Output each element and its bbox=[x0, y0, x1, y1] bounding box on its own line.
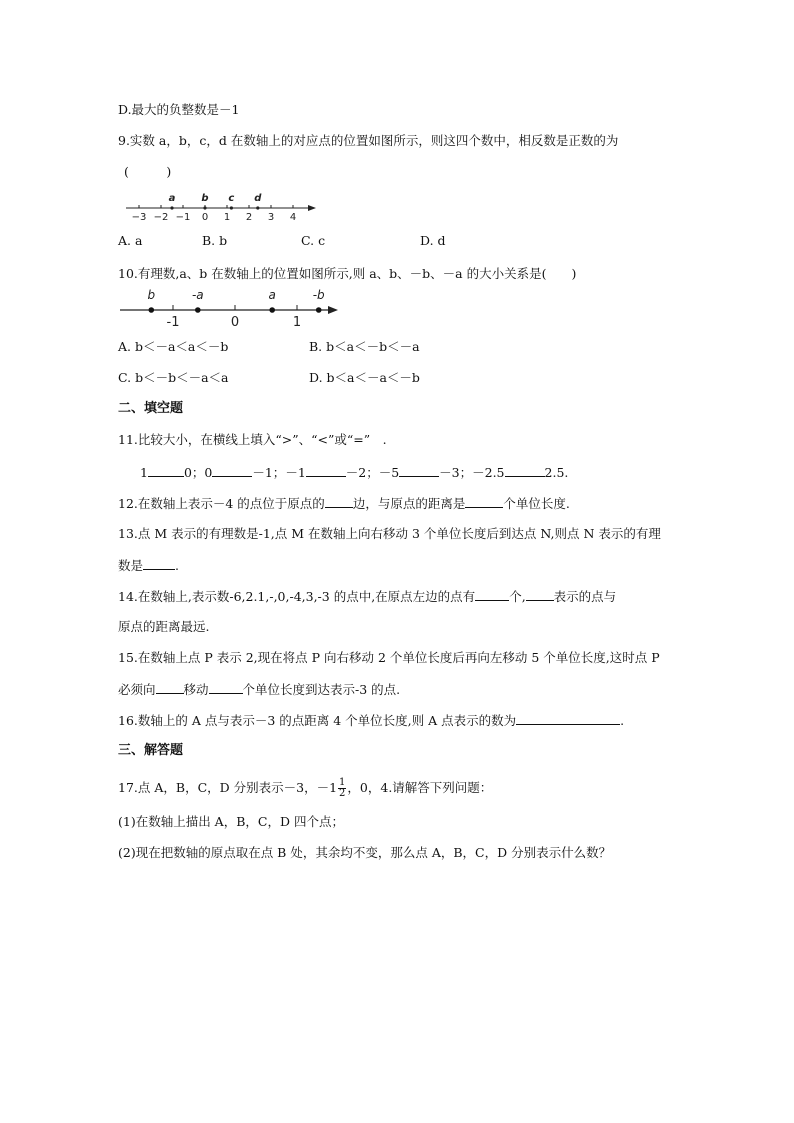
q12-text-3: 个单位长度. bbox=[503, 496, 570, 511]
q15-stem: 15.在数轴上点 P 表示 2,现在将点 P 向右移动 2 个单位长度后再向左移动 5 个单位长度,这时点 P bbox=[118, 650, 660, 665]
q9-point-a bbox=[170, 206, 173, 209]
q9-point-label-a: a bbox=[168, 193, 176, 204]
q9-number-line bbox=[118, 186, 328, 226]
q17-fraction bbox=[338, 778, 346, 799]
q9-stem: 9.实数 a，b，c，d 在数轴上的对应点的位置如图所示，则这四个数中，相反数是正数的为 bbox=[118, 133, 619, 148]
q10-option-d[interactable]: D. b＜a＜－a＜－b bbox=[309, 370, 420, 385]
q17-text-2: ，0，4.请解答下列问题： bbox=[347, 780, 493, 795]
q14-stem-cont: 原点的距离最远. bbox=[118, 619, 210, 634]
q17-part-1: (1)在数轴上描出 A，B，C，D 四个点； bbox=[118, 814, 344, 829]
q13-text-1: 数是 bbox=[118, 558, 144, 573]
q11-stem: 11.比较大小，在横线上填入“>”、“<”或“=” . bbox=[118, 432, 387, 447]
q13-stem: 13.点 M 表示的有理数是-1,点 M 在数轴上向右移动 3 个单位长度后到达点 N,则点 N 表示的有理 bbox=[118, 526, 661, 541]
q10-point-label-a: a bbox=[268, 288, 276, 302]
q14-stem bbox=[118, 588, 616, 605]
q9-tick-label: 2 bbox=[245, 212, 253, 223]
q14-text-2: 个, bbox=[509, 589, 526, 604]
q10-point--a bbox=[195, 307, 201, 313]
q8-option-d: D.最大的负整数是－1 bbox=[118, 102, 240, 117]
q9-tick-label: −3 bbox=[131, 212, 147, 223]
q11-item-3-left: －1 bbox=[285, 465, 306, 480]
q9-point-b bbox=[203, 206, 206, 209]
q10-point-a bbox=[269, 307, 275, 313]
q17-stem bbox=[118, 778, 492, 799]
section-fill-in-heading: 二、填空题 bbox=[118, 401, 184, 416]
q10-stem: 10.有理数,a、b 在数轴上的位置如图所示,则 a、b、－b、－a 的大小关系是( ) bbox=[118, 266, 577, 281]
q12-blank-1[interactable] bbox=[325, 495, 353, 508]
q10-point-label-b: b bbox=[147, 288, 156, 302]
q15-text-2: 移动 bbox=[183, 682, 209, 697]
q9-answer-paren: ( ) bbox=[124, 164, 172, 179]
q11-blank-4[interactable] bbox=[399, 464, 439, 477]
q13-stem-cont bbox=[118, 557, 179, 574]
q9-point-label-c: c bbox=[228, 193, 235, 204]
q9-tick-label: −1 bbox=[175, 212, 191, 223]
q13-text-2: . bbox=[175, 558, 179, 573]
q16-blank[interactable] bbox=[516, 712, 620, 725]
section-answer-heading: 三、解答题 bbox=[118, 743, 184, 758]
q17-part-2: (2)现在把数轴的原点取在点 B 处，其余均不变，那么点 A，B，C，D 分别表示什么数？ bbox=[118, 845, 612, 860]
q9-point-label-b: b bbox=[201, 193, 209, 204]
q17-text-1: 17.点 A，B，C，D 分别表示－3，－1 bbox=[118, 780, 338, 795]
q16-text-1: 16.数轴上的 A 点与表示－3 的点距离 4 个单位长度,则 A 点表示的数为 bbox=[118, 713, 517, 728]
q15-stem-cont bbox=[118, 681, 400, 698]
q10-tick-label: 1 bbox=[292, 315, 302, 330]
q16-stem bbox=[118, 712, 624, 729]
q9-option-c[interactable]: C. c bbox=[301, 233, 326, 248]
q9-tick-label: 4 bbox=[289, 212, 297, 223]
q9-tick-label: 1 bbox=[223, 212, 231, 223]
q12-text-2: 边，与原点的距离是 bbox=[352, 496, 466, 511]
q14-text-3: 表示的点与 bbox=[553, 589, 617, 604]
q10-tick-label: 0 bbox=[230, 315, 240, 330]
q17-fraction-numerator: 1 bbox=[339, 777, 346, 788]
q10-option-b[interactable]: B. b＜a＜－b＜－a bbox=[309, 339, 420, 354]
q10-point--b bbox=[316, 307, 322, 313]
q10-point-b bbox=[149, 307, 155, 313]
q11-blank-3[interactable] bbox=[306, 464, 346, 477]
q13-blank[interactable] bbox=[143, 557, 175, 570]
q9-point-label-d: d bbox=[254, 193, 262, 204]
q9-option-a[interactable]: A. a bbox=[118, 233, 143, 248]
q14-blank-1[interactable] bbox=[475, 588, 509, 601]
q11-item-1-right: 0； bbox=[183, 465, 205, 480]
q16-text-2: . bbox=[620, 713, 625, 728]
q9-option-d[interactable]: D. d bbox=[420, 233, 446, 248]
q9-tick-label: 3 bbox=[267, 212, 275, 223]
q11-item-4-right: －3； bbox=[439, 465, 473, 480]
q11-item-4-left: －5 bbox=[378, 465, 400, 480]
q10-option-c[interactable]: C. b＜－b＜－a＜a bbox=[118, 370, 229, 385]
q10-option-a[interactable]: A. b＜－a＜a＜－b bbox=[118, 339, 229, 354]
q14-blank-2[interactable] bbox=[526, 588, 554, 601]
q9-tick-label: −2 bbox=[153, 212, 169, 223]
q11-item-5-left: －2.5 bbox=[472, 465, 505, 480]
q17-fraction-denominator: 2 bbox=[339, 788, 346, 799]
q15-blank-2[interactable] bbox=[209, 681, 243, 694]
q10-point-label--b: -b bbox=[312, 288, 325, 302]
q11-blank-2[interactable] bbox=[212, 464, 252, 477]
q11-blank-1[interactable] bbox=[148, 464, 184, 477]
q11-item-2-right: －1； bbox=[252, 465, 286, 480]
q12-blank-2[interactable] bbox=[465, 495, 503, 508]
q11-item-5-right: 2.5. bbox=[544, 465, 569, 480]
q10-tick-label: -1 bbox=[166, 315, 180, 330]
q11-item-3-right: －2； bbox=[345, 465, 379, 480]
q11-item-2-left: 0 bbox=[204, 465, 213, 480]
q15-text-1: 必须向 bbox=[118, 682, 156, 697]
q11-comparisons bbox=[140, 464, 568, 481]
q9-point-d bbox=[256, 206, 259, 209]
q15-text-3: 个单位长度到达表示-3 的点. bbox=[242, 682, 401, 697]
q9-option-b[interactable]: B. b bbox=[202, 233, 228, 248]
q14-text-1: 14.在数轴上,表示数-6,2.1,-,0,-4,3,-3 的点中,在原点左边的点有 bbox=[118, 589, 476, 604]
q9-point-c bbox=[230, 206, 233, 209]
q9-tick-label: 0 bbox=[201, 212, 209, 223]
q11-item-1-left: 1 bbox=[140, 465, 148, 480]
q12-text-1: 12.在数轴上表示－4 的点位于原点的 bbox=[118, 496, 325, 511]
q12-stem bbox=[118, 495, 570, 512]
q10-point-label--a: -a bbox=[191, 288, 204, 302]
q10-number-line bbox=[118, 284, 343, 330]
q15-blank-1[interactable] bbox=[156, 681, 184, 694]
q11-blank-5[interactable] bbox=[505, 464, 545, 477]
